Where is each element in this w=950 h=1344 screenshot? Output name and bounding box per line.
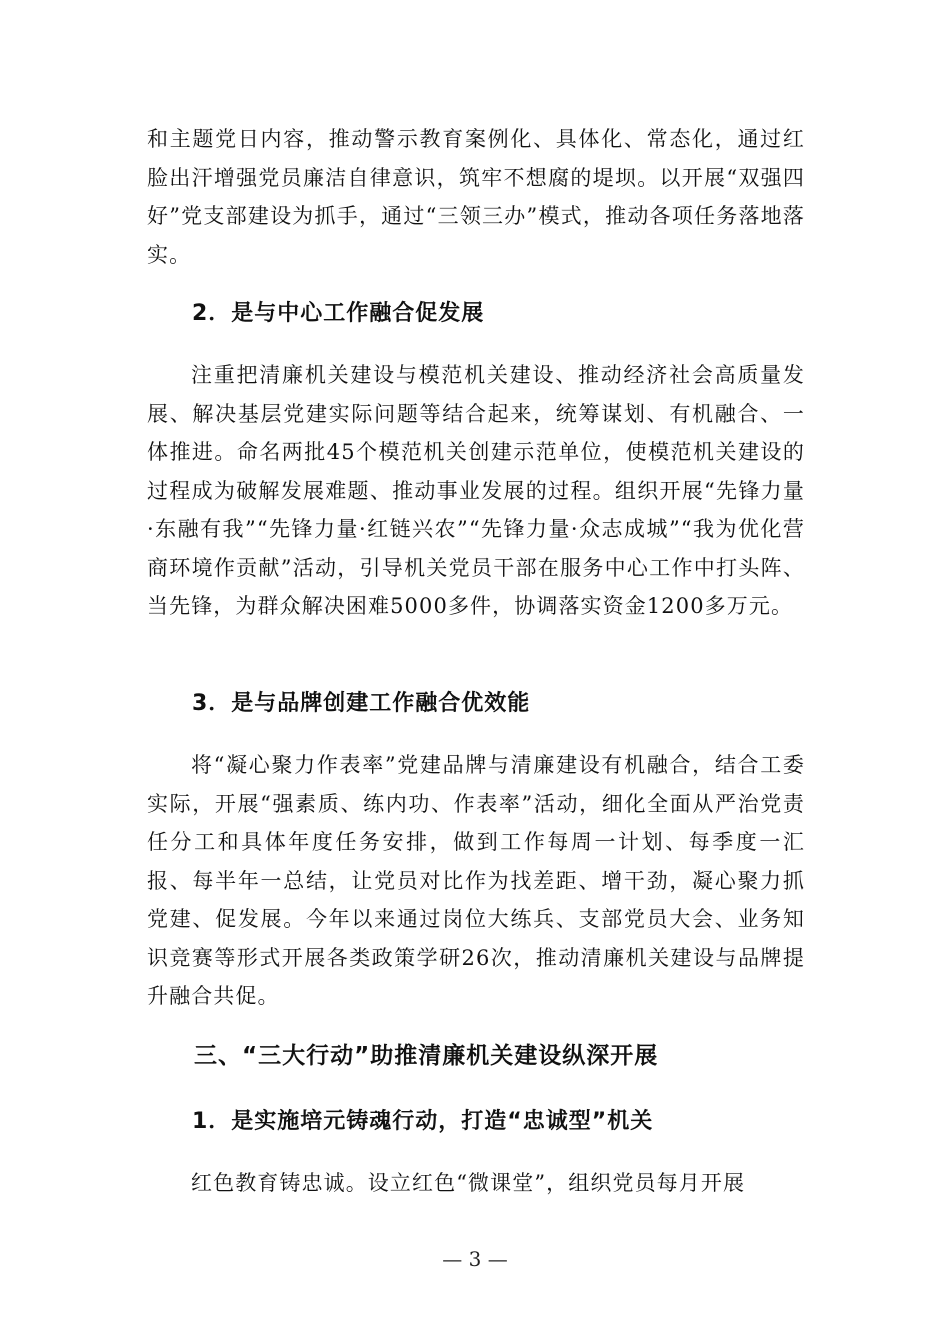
paragraph-center-work: 注重把清廉机关建设与模范机关建设、推动经济社会高质量发展、解决基层党建实际问题等结合起来，统筹谋划、有机融合、一体推进。命名两批45个模范机关创建示范单位，使模范机关建设的过程成为破解发展难题、推动事业发展的过程。组织开展“先锋力量·东融有我”“先锋力量·红链兴农”“先锋力量·众志成城”“我为优化营商环境作贡献”活动，引导机关党员干部在服务中心工作中打头阵、当先锋，为群众解决困难5000多件，协调落实资金1200多万元。 [147,363,805,618]
paragraph-continuation: 和主题党日内容，推动警示教育案例化、具体化、常态化，通过红脸出汗增强党员廉洁自律意识，筑牢不想腐的堤坝。以开展“双强四好”党支部建设为抓手，通过“三领三办”模式，推动各项任务落地落实。 [147,127,805,267]
section-heading-2: 2．是与中心工作融合促发展 [192,301,485,326]
section-heading-1: 1．是实施培元铸魂行动，打造“忠诚型”机关 [192,1109,654,1134]
paragraph-brand-building: 将“凝心聚力作表率”党建品牌与清廉建设有机融合，结合工委实际，开展“强素质、练内功、作表率”活动，细化全面从严治党责任分工和具体年度任务安排，做到工作每周一计划、每季度一汇报、每半年一总结，让党员对比作为找差距、增干劲，凝心聚力抓党建、促发展。今年以来通过岗位大练兵、支部党员大会、业务知识竞赛等形式开展各类政策学研26次，推动清廉机关建设与品牌提升融合共促。 [147,753,805,1008]
paragraph-red-education: 红色教育铸忠诚。设立红色“微课堂”，组织党员每月开展 [191,1171,746,1195]
chapter-heading-three: 三、“三大行动”助推清廉机关建设纵深开展 [194,1043,659,1069]
page-number: — 3 — [442,1247,508,1271]
section-heading-3: 3．是与品牌创建工作融合优效能 [192,691,531,716]
